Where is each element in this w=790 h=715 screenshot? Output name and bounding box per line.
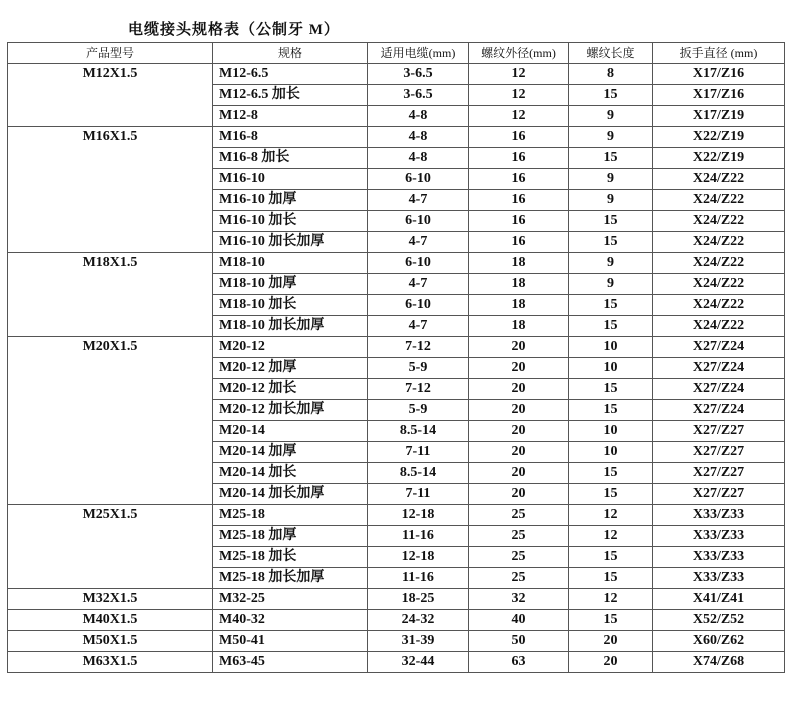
wrench-size-cell: X27/Z24: [653, 358, 785, 379]
spec-cell: M20-14: [213, 421, 368, 442]
spec-cell: M18-10: [213, 253, 368, 274]
header-spec: 规格: [213, 43, 368, 64]
header-cable-range: 适用电缆(mm): [368, 43, 469, 64]
cable-range-cell: 4-8: [368, 106, 469, 127]
cable-range-cell: 7-12: [368, 379, 469, 400]
thread-length-cell: 8: [569, 64, 653, 85]
thread-diameter-cell: 25: [469, 526, 569, 547]
table-row: [8, 610, 785, 631]
thread-diameter-cell: 20: [469, 421, 569, 442]
thread-length-cell: 15: [569, 295, 653, 316]
wrench-size-cell: X52/Z52: [653, 610, 785, 631]
spec-cell: M20-12 加长加厚: [213, 400, 368, 421]
table-row: [8, 631, 785, 652]
thread-diameter-cell: 25: [469, 568, 569, 589]
thread-length-cell: 9: [569, 253, 653, 274]
wrench-size-cell: X33/Z33: [653, 505, 785, 526]
thread-diameter-cell: 20: [469, 379, 569, 400]
spec-table: [7, 42, 785, 673]
cable-range-cell: 12-18: [368, 505, 469, 526]
thread-diameter-cell: 20: [469, 463, 569, 484]
thread-length-cell: 9: [569, 190, 653, 211]
thread-length-cell: 9: [569, 274, 653, 295]
cable-range-cell: 8.5-14: [368, 463, 469, 484]
thread-diameter-cell: 16: [469, 127, 569, 148]
wrench-size-cell: X27/Z24: [653, 400, 785, 421]
cable-range-cell: 3-6.5: [368, 85, 469, 106]
spec-cell: M20-12 加厚: [213, 358, 368, 379]
spec-cell: M32-25: [213, 589, 368, 610]
spec-cell: M40-32: [213, 610, 368, 631]
spec-cell: M18-10 加长加厚: [213, 316, 368, 337]
cable-range-cell: 11-16: [368, 526, 469, 547]
thread-length-cell: 15: [569, 85, 653, 106]
cable-range-cell: 4-7: [368, 274, 469, 295]
thread-length-cell: 12: [569, 526, 653, 547]
spec-cell: M16-10 加长加厚: [213, 232, 368, 253]
spec-cell: M20-14 加长加厚: [213, 484, 368, 505]
table-row: [8, 652, 785, 673]
thread-length-cell: 15: [569, 547, 653, 568]
cable-range-cell: 5-9: [368, 358, 469, 379]
thread-length-cell: 15: [569, 568, 653, 589]
thread-diameter-cell: 16: [469, 169, 569, 190]
cable-range-cell: 24-32: [368, 610, 469, 631]
wrench-size-cell: X27/Z27: [653, 463, 785, 484]
model-cell: M16X1.5: [8, 127, 213, 253]
thread-length-cell: 15: [569, 211, 653, 232]
model-cell: M18X1.5: [8, 253, 213, 337]
thread-diameter-cell: 18: [469, 274, 569, 295]
thread-length-cell: 15: [569, 316, 653, 337]
spec-cell: M16-10 加长: [213, 211, 368, 232]
cable-range-cell: 6-10: [368, 253, 469, 274]
model-cell: M25X1.5: [8, 505, 213, 589]
thread-diameter-cell: 20: [469, 337, 569, 358]
header-thread-diameter: 螺纹外径(mm): [469, 43, 569, 64]
header-thread-length: 螺纹长度: [569, 43, 653, 64]
wrench-size-cell: X27/Z27: [653, 484, 785, 505]
table-row: [8, 337, 785, 358]
spec-cell: M12-6.5: [213, 64, 368, 85]
cable-range-cell: 7-11: [368, 442, 469, 463]
wrench-size-cell: X27/Z24: [653, 379, 785, 400]
wrench-size-cell: X22/Z19: [653, 127, 785, 148]
thread-length-cell: 15: [569, 379, 653, 400]
thread-length-cell: 15: [569, 148, 653, 169]
wrench-size-cell: X27/Z24: [653, 337, 785, 358]
spec-cell: M25-18 加厚: [213, 526, 368, 547]
wrench-size-cell: X24/Z22: [653, 190, 785, 211]
model-cell: M50X1.5: [8, 631, 213, 652]
model-cell: M40X1.5: [8, 610, 213, 631]
thread-diameter-cell: 20: [469, 400, 569, 421]
spec-cell: M20-14 加厚: [213, 442, 368, 463]
thread-diameter-cell: 25: [469, 505, 569, 526]
thread-length-cell: 15: [569, 463, 653, 484]
thread-diameter-cell: 16: [469, 148, 569, 169]
thread-diameter-cell: 12: [469, 64, 569, 85]
thread-diameter-cell: 32: [469, 589, 569, 610]
cable-range-cell: 12-18: [368, 547, 469, 568]
table-row: [8, 253, 785, 274]
wrench-size-cell: X27/Z27: [653, 421, 785, 442]
thread-diameter-cell: 12: [469, 106, 569, 127]
wrench-size-cell: X60/Z62: [653, 631, 785, 652]
thread-diameter-cell: 18: [469, 295, 569, 316]
thread-diameter-cell: 16: [469, 232, 569, 253]
thread-diameter-cell: 40: [469, 610, 569, 631]
cable-range-cell: 6-10: [368, 295, 469, 316]
model-cell: M12X1.5: [8, 64, 213, 127]
thread-length-cell: 10: [569, 358, 653, 379]
spec-cell: M16-8: [213, 127, 368, 148]
wrench-size-cell: X33/Z33: [653, 526, 785, 547]
wrench-size-cell: X41/Z41: [653, 589, 785, 610]
wrench-size-cell: X24/Z22: [653, 232, 785, 253]
wrench-size-cell: X27/Z27: [653, 442, 785, 463]
model-cell: M20X1.5: [8, 337, 213, 505]
cable-range-cell: 4-7: [368, 190, 469, 211]
thread-diameter-cell: 25: [469, 547, 569, 568]
thread-length-cell: 20: [569, 652, 653, 673]
spec-cell: M63-45: [213, 652, 368, 673]
cable-range-cell: 8.5-14: [368, 421, 469, 442]
wrench-size-cell: X24/Z22: [653, 316, 785, 337]
thread-diameter-cell: 20: [469, 442, 569, 463]
thread-length-cell: 15: [569, 610, 653, 631]
spec-cell: M50-41: [213, 631, 368, 652]
wrench-size-cell: X24/Z22: [653, 274, 785, 295]
thread-diameter-cell: 20: [469, 484, 569, 505]
cable-range-cell: 31-39: [368, 631, 469, 652]
spec-cell: M25-18 加长加厚: [213, 568, 368, 589]
table-row: [8, 127, 785, 148]
cable-range-cell: 32-44: [368, 652, 469, 673]
thread-diameter-cell: 63: [469, 652, 569, 673]
thread-diameter-cell: 16: [469, 211, 569, 232]
thread-length-cell: 10: [569, 442, 653, 463]
spec-cell: M16-8 加长: [213, 148, 368, 169]
spec-cell: M12-6.5 加长: [213, 85, 368, 106]
page-title: 电缆接头规格表（公制牙 M）: [128, 22, 340, 38]
cable-range-cell: 4-7: [368, 232, 469, 253]
wrench-size-cell: X22/Z19: [653, 148, 785, 169]
spec-cell: M18-10 加厚: [213, 274, 368, 295]
thread-diameter-cell: 12: [469, 85, 569, 106]
thread-length-cell: 15: [569, 232, 653, 253]
table-row: [8, 589, 785, 610]
thread-diameter-cell: 18: [469, 253, 569, 274]
thread-length-cell: 9: [569, 127, 653, 148]
spec-cell: M16-10 加厚: [213, 190, 368, 211]
spec-cell: M25-18: [213, 505, 368, 526]
wrench-size-cell: X17/Z16: [653, 64, 785, 85]
header-model: 产品型号: [8, 43, 213, 64]
header-wrench-size: 扳手直径 (mm): [653, 43, 785, 64]
cable-range-cell: 6-10: [368, 211, 469, 232]
thread-length-cell: 12: [569, 589, 653, 610]
cable-range-cell: 7-11: [368, 484, 469, 505]
cable-range-cell: 5-9: [368, 400, 469, 421]
cable-range-cell: 7-12: [368, 337, 469, 358]
thread-length-cell: 9: [569, 106, 653, 127]
header-row: [8, 43, 785, 64]
spec-cell: M25-18 加长: [213, 547, 368, 568]
thread-length-cell: 15: [569, 400, 653, 421]
wrench-size-cell: X33/Z33: [653, 547, 785, 568]
cable-range-cell: 6-10: [368, 169, 469, 190]
wrench-size-cell: X74/Z68: [653, 652, 785, 673]
thread-diameter-cell: 20: [469, 358, 569, 379]
thread-length-cell: 15: [569, 484, 653, 505]
spec-cell: M20-12: [213, 337, 368, 358]
thread-length-cell: 12: [569, 505, 653, 526]
cable-range-cell: 11-16: [368, 568, 469, 589]
wrench-size-cell: X24/Z22: [653, 253, 785, 274]
wrench-size-cell: X24/Z22: [653, 169, 785, 190]
cable-range-cell: 4-8: [368, 148, 469, 169]
cable-range-cell: 18-25: [368, 589, 469, 610]
thread-length-cell: 9: [569, 169, 653, 190]
spec-cell: M12-8: [213, 106, 368, 127]
thread-length-cell: 20: [569, 631, 653, 652]
wrench-size-cell: X17/Z19: [653, 106, 785, 127]
thread-length-cell: 10: [569, 337, 653, 358]
model-cell: M63X1.5: [8, 652, 213, 673]
spec-cell: M16-10: [213, 169, 368, 190]
wrench-size-cell: X17/Z16: [653, 85, 785, 106]
spec-cell: M20-12 加长: [213, 379, 368, 400]
thread-diameter-cell: 50: [469, 631, 569, 652]
cable-range-cell: 3-6.5: [368, 64, 469, 85]
table-row: [8, 505, 785, 526]
cable-range-cell: 4-7: [368, 316, 469, 337]
thread-diameter-cell: 18: [469, 316, 569, 337]
wrench-size-cell: X33/Z33: [653, 568, 785, 589]
model-cell: M32X1.5: [8, 589, 213, 610]
table-row: [8, 64, 785, 85]
thread-diameter-cell: 16: [469, 190, 569, 211]
thread-length-cell: 10: [569, 421, 653, 442]
spec-cell: M20-14 加长: [213, 463, 368, 484]
wrench-size-cell: X24/Z22: [653, 211, 785, 232]
spec-cell: M18-10 加长: [213, 295, 368, 316]
cable-range-cell: 4-8: [368, 127, 469, 148]
wrench-size-cell: X24/Z22: [653, 295, 785, 316]
